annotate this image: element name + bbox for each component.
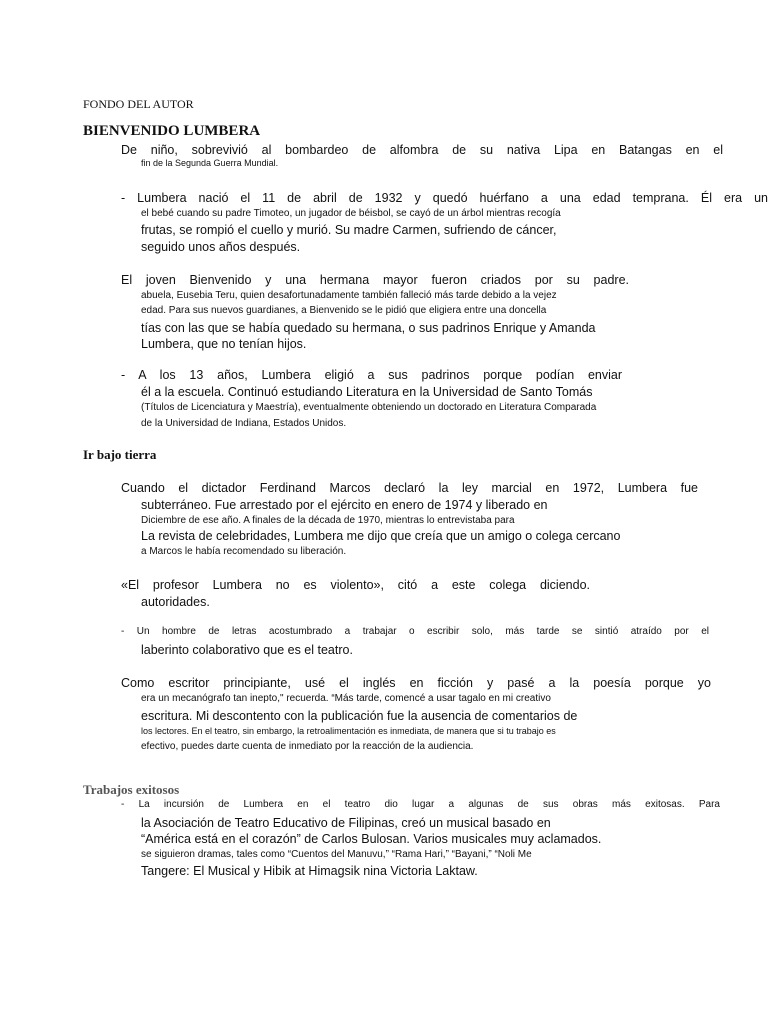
paragraph-line: los lectores. En el teatro, sin embargo, la retroalimentación es inmediata, de manera que si tu trabajo es — [141, 726, 556, 736]
paragraph-line: «El profesor Lumbera no es violento», citó a este colega diciendo. — [121, 578, 590, 592]
paragraph-line: (Títulos de Licenciatura y Maestría), eventualmente obteniendo un doctorado en Literatura Comparada — [141, 402, 597, 413]
paragraph-line: El joven Bienvenido y una hermana mayor fueron criados por su padre. — [121, 273, 629, 287]
paragraph-line: de la Universidad de Indiana, Estados Unidos. — [141, 418, 347, 429]
paragraph-line: autoridades. — [141, 595, 210, 609]
list-item-line: - Un hombre de letras acostumbrado a trabajar o escribir solo, más tarde se sintió atraído por el — [121, 626, 709, 637]
list-item-line: - Lumbera nació el 11 de abril de 1932 y quedó huérfano a una edad temprana. Él era un — [121, 191, 768, 205]
document-title: BIENVENIDO LUMBERA — [83, 123, 261, 139]
list-item-line: - La incursión de Lumbera en el teatro dio lugar a algunas de sus obras más exitosas. Para — [121, 799, 720, 810]
paragraph-line: a Marcos le había recomendado su liberación. — [141, 546, 347, 557]
paragraph-line: seguido unos años después. — [141, 240, 301, 254]
paragraph-line: fin de la Segunda Guerra Mundial. — [141, 158, 279, 168]
paragraph-line: era un mecanógrafo tan inepto," recuerda. “Más tarde, comencé a usar tagalo en mi creativo — [141, 693, 551, 704]
list-item-line: - A los 13 años, Lumbera eligió a sus padrinos porque podían enviar — [121, 368, 622, 382]
paragraph-line: “América está en el corazón” de Carlos Bulosan. Varios musicales muy aclamados. — [141, 832, 602, 846]
paragraph-line: efectivo, puedes darte cuenta de inmediato por la reacción de la audiencia. — [141, 741, 474, 752]
document-label: FONDO DEL AUTOR — [83, 97, 194, 111]
paragraph-line: Tangere: El Musical y Hibik at Himagsik nina Victoria Laktaw. — [141, 864, 478, 878]
section-heading: Ir bajo tierra — [83, 447, 157, 462]
paragraph-line: La revista de celebridades, Lumbera me dijo que creía que un amigo o colega cercano — [141, 529, 621, 543]
paragraph-line: edad. Para sus nuevos guardianes, a Bienvenido se le pidió que eligiera entre una doncella — [141, 305, 547, 316]
paragraph-line: De niño, sobrevivió al bombardeo de alfombra de su nativa Lipa en Batangas en el — [121, 143, 723, 157]
paragraph-line: Como escritor principiante, usé el inglés en ficción y pasé a la poesía porque yo — [121, 676, 711, 690]
paragraph-line: la Asociación de Teatro Educativo de Filipinas, creó un musical basado en — [141, 816, 551, 830]
paragraph-line: Diciembre de ese año. A finales de la década de 1970, mientras lo entrevistaba para — [141, 515, 515, 526]
paragraph-line: tías con las que se había quedado su hermana, o sus padrinos Enrique y Amanda — [141, 321, 596, 335]
section-heading: Trabajos exitosos — [83, 782, 180, 797]
paragraph-line: abuela, Eusebia Teru, quien desafortunadamente también falleció más tarde debido a la vejez — [141, 290, 557, 301]
paragraph-line: laberinto colaborativo que es el teatro. — [141, 643, 353, 657]
paragraph-line: subterráneo. Fue arrestado por el ejército en enero de 1974 y liberado en — [141, 498, 548, 512]
paragraph-line: él a la escuela. Continuó estudiando Literatura en la Universidad de Santo Tomás — [141, 385, 593, 399]
paragraph-line: el bebé cuando su padre Timoteo, un jugador de béisbol, se cayó de un árbol mientras recogía — [141, 208, 561, 219]
paragraph-line: se siguieron dramas, tales como “Cuentos del Manuvu,” “Rama Hari,” “Bayani,” “Noli Me — [141, 849, 532, 860]
paragraph-line: Lumbera, que no tenían hijos. — [141, 337, 307, 351]
paragraph-line: frutas, se rompió el cuello y murió. Su madre Carmen, sufriendo de cáncer, — [141, 223, 557, 237]
paragraph-line: Cuando el dictador Ferdinand Marcos declaró la ley marcial en 1972, Lumbera fue — [121, 481, 698, 495]
paragraph-line: escritura. Mi descontento con la publicación fue la ausencia de comentarios de — [141, 709, 578, 723]
